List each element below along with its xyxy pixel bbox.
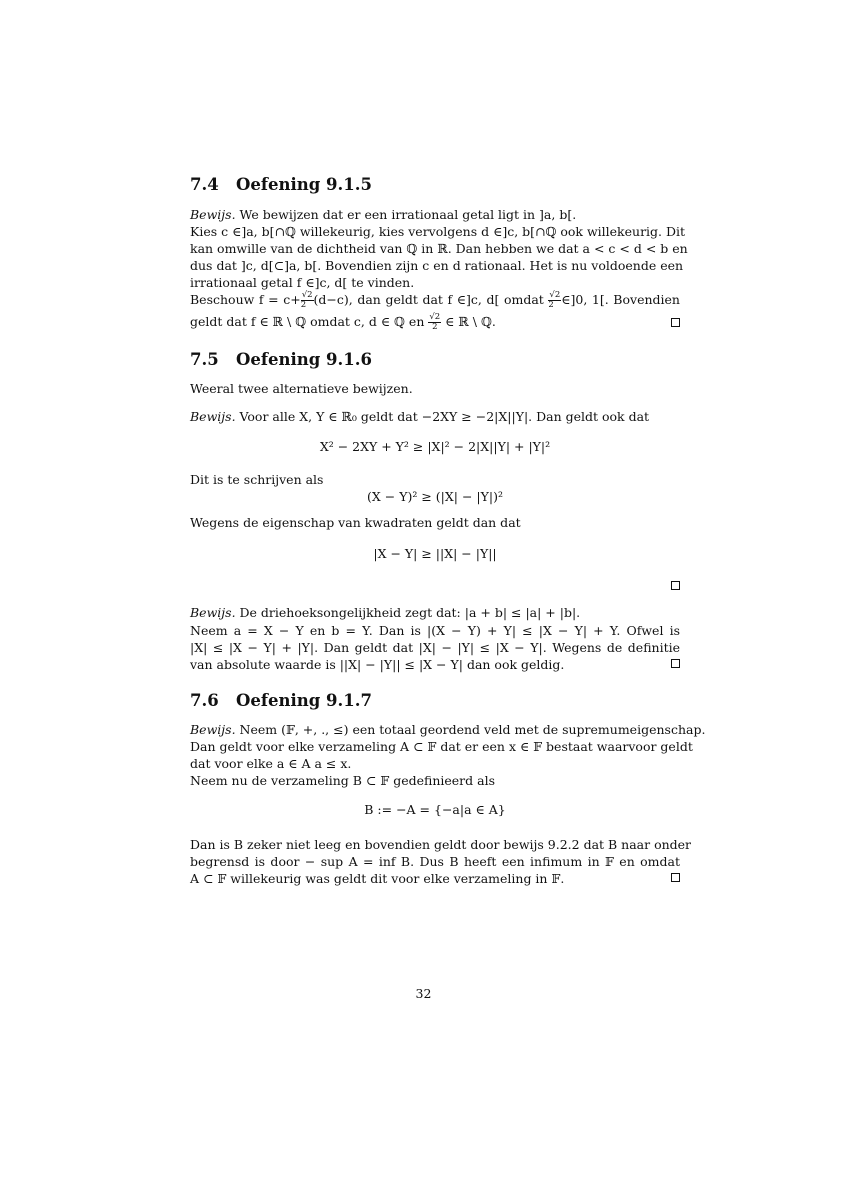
- fraction: [428, 313, 441, 332]
- fraction: [301, 291, 314, 310]
- fraction-denominator: 2: [432, 322, 438, 332]
- text-run: ∈ ℝ \ ℚ.: [445, 314, 496, 329]
- text-line: van absolute waarde is ||X| − |Y|| ≤ |X − Y| dan ook geldig.: [190, 657, 565, 672]
- text-line: begrensd is door − sup A = inf B. Dus B heeft een infimum in 𝔽 en omdat: [190, 854, 680, 869]
- text-line: kan omwille van de dichtheid van ℚ in ℝ. Dan hebben we dat a < c < d < b en: [190, 241, 688, 256]
- proof-label: Bewijs.: [190, 207, 236, 222]
- section-title: Oefening 9.1.6: [236, 350, 372, 369]
- text-run: (d−c), dan geldt dat f ∈]c, d[ omdat: [313, 292, 544, 307]
- proof-line: [190, 206, 680, 223]
- proof-line: [190, 604, 680, 621]
- qed-symbol: [671, 581, 680, 590]
- section-heading-7-5: [190, 351, 372, 368]
- text-line: Dan geldt voor elke verzameling A ⊂ 𝔽 dat er een x ∈ 𝔽 bestaat waarvoor geldt: [190, 739, 693, 754]
- text-line: Kies c ∈]a, b[∩ℚ willekeurig, kies vervolgens d ∈]c, b[∩ℚ ook willekeurig. Dit: [190, 224, 686, 239]
- display-equation: B := −A = {−a|a ∈ A}: [364, 802, 506, 817]
- text-run: ∈]0, 1[. Bovendien: [561, 292, 680, 307]
- proof-label: Bewijs.: [190, 722, 236, 737]
- proof-label: Bewijs.: [190, 605, 236, 620]
- display-equation: X² − 2XY + Y² ≥ |X|² − 2|X||Y| + |Y|²: [319, 439, 551, 454]
- text-run: De driehoeksongelijkheid zegt dat: |a + b| ≤ |a| + |b|.: [235, 605, 581, 620]
- qed-symbol: [671, 659, 680, 668]
- text-line: dat voor elke a ∈ A a ≤ x.: [190, 756, 352, 771]
- fraction-numerator: √2: [429, 312, 441, 322]
- proof-line: [190, 721, 706, 738]
- section-number: 7.5: [190, 350, 219, 369]
- text-line: Dit is te schrijven als: [190, 472, 324, 487]
- section-heading-7-4: [190, 176, 372, 193]
- display-equation: |X − Y| ≥ ||X| − |Y||: [373, 546, 497, 561]
- qed-symbol: [671, 318, 680, 327]
- text-run: Beschouw f = c+: [190, 292, 301, 307]
- text-line: dus dat ]c, d[⊂]a, b[. Bovendien zijn c en d rationaal. Het is nu voldoende een: [190, 258, 684, 273]
- text-run: geldt dat f ∈ ℝ \ ℚ omdat c, d ∈ ℚ en: [190, 314, 425, 329]
- section-number: 7.4: [190, 175, 219, 194]
- text-run: Neem (𝔽, +, ., ≤) een totaal geordend veld met de supremumeigenschap.: [235, 722, 706, 737]
- section-title: Oefening 9.1.7: [236, 691, 372, 710]
- text-run: Voor alle X, Y ∈ ℝ₀ geldt dat −2XY ≥ −2|X||Y|. Dan geldt ook dat: [235, 409, 650, 424]
- text-line: Neem nu de verzameling B ⊂ 𝔽 gedefinieerd als: [190, 773, 495, 788]
- fraction-denominator: 2: [300, 300, 307, 310]
- text-line: Neem a = X − Y en b = Y. Dan is |(X − Y) + Y| ≤ |X − Y| + Y. Ofwel is: [190, 623, 680, 638]
- text-line: Dan is B zeker niet leeg en bovendien geldt door bewijs 9.2.2 dat B naar onder: [190, 837, 692, 852]
- fraction-numerator: √2: [301, 290, 313, 300]
- fraction: [548, 291, 561, 310]
- page-number: 32: [415, 986, 432, 1001]
- text-line: irrationaal getal f ∈]c, d[ te vinden.: [190, 275, 415, 290]
- proof-label: Bewijs.: [190, 409, 236, 424]
- proof-line: [190, 408, 680, 425]
- fraction-numerator: √2: [549, 290, 561, 300]
- qed-symbol: [671, 873, 680, 882]
- section-heading-7-6: [190, 692, 372, 709]
- fraction-denominator: 2: [548, 300, 554, 310]
- text-line: |X| ≤ |X − Y| + |Y|. Dan geldt dat |X| − |Y| ≤ |X − Y|. Wegens de definitie: [190, 640, 680, 655]
- section-title: Oefening 9.1.5: [236, 175, 372, 194]
- text-run: We bewijzen dat er een irrationaal getal ligt in ]a, b[.: [235, 207, 577, 222]
- text-line: A ⊂ 𝔽 willekeurig was geldt dit voor elke verzameling in 𝔽.: [190, 871, 565, 886]
- section-number: 7.6: [190, 691, 219, 710]
- text-line: Weeral twee alternatieve bewijzen.: [190, 381, 413, 396]
- text-line: Wegens de eigenschap van kwadraten geldt dan dat: [190, 515, 521, 530]
- text-line: [190, 313, 680, 332]
- display-equation: (X − Y)² ≥ (|X| − |Y|)²: [367, 489, 503, 504]
- text-line: [190, 291, 680, 310]
